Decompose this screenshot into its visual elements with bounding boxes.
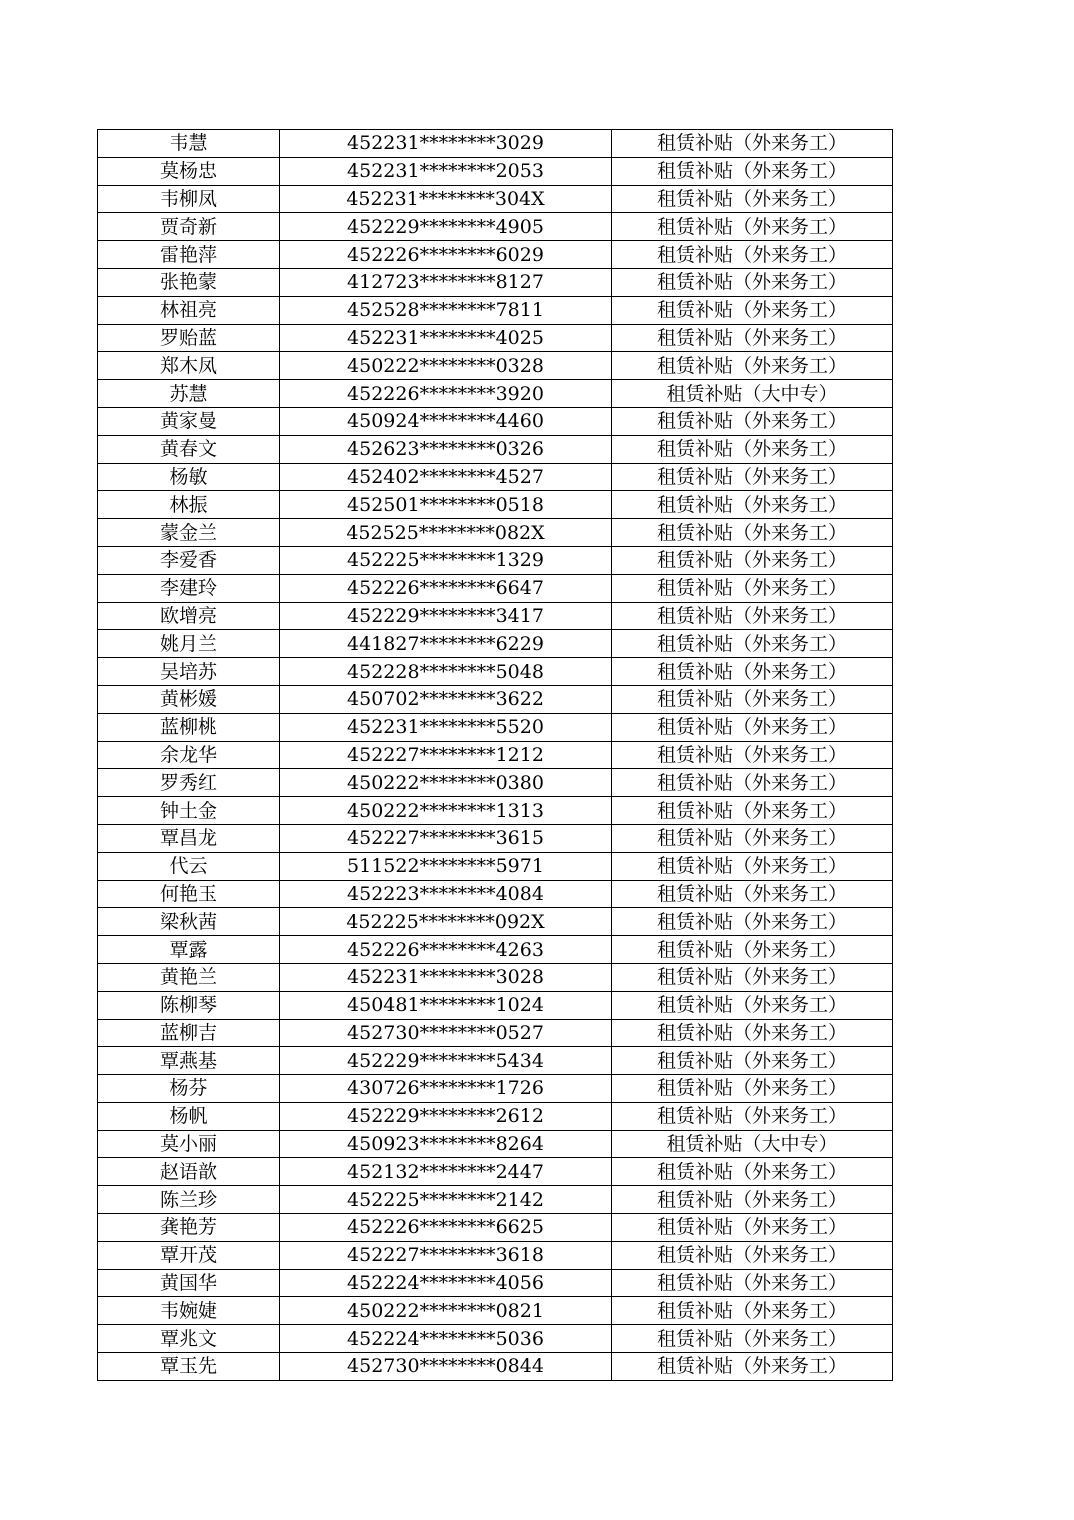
applicant-name-cell: 雷艳萍 xyxy=(98,241,280,269)
table-row xyxy=(98,797,893,825)
table-row xyxy=(98,1186,893,1214)
subsidy-type-cell: 租赁补贴（外来务工） xyxy=(612,213,893,241)
subsidy-type-cell: 租赁补贴（外来务工） xyxy=(612,630,893,658)
masked-id-number-cell: 452132********2447 xyxy=(280,1158,612,1186)
masked-id-number-cell: 452224********4056 xyxy=(280,1269,612,1297)
applicant-name-cell: 杨帆 xyxy=(98,1102,280,1130)
table-row xyxy=(98,546,893,574)
subsidy-type-cell: 租赁补贴（外来务工） xyxy=(612,574,893,602)
applicant-name-cell: 赵语歆 xyxy=(98,1158,280,1186)
applicant-name-cell: 钟土金 xyxy=(98,797,280,825)
applicant-name-cell: 覃昌龙 xyxy=(98,824,280,852)
subsidy-type-cell: 租赁补贴（外来务工） xyxy=(612,880,893,908)
applicant-name-cell: 林振 xyxy=(98,491,280,519)
applicant-name-cell: 韦慧 xyxy=(98,130,280,158)
subsidy-type-cell: 租赁补贴（外来务工） xyxy=(612,991,893,1019)
table-row xyxy=(98,1353,893,1381)
masked-id-number-cell: 452730********0527 xyxy=(280,1019,612,1047)
subsidy-type-cell: 租赁补贴（外来务工） xyxy=(612,658,893,686)
table-row xyxy=(98,741,893,769)
applicant-name-cell: 韦婉婕 xyxy=(98,1297,280,1325)
subsidy-type-cell: 租赁补贴（外来务工） xyxy=(612,1241,893,1269)
table-row xyxy=(98,1241,893,1269)
subsidy-type-cell: 租赁补贴（外来务工） xyxy=(612,685,893,713)
applicant-name-cell: 韦柳凤 xyxy=(98,185,280,213)
table-row xyxy=(98,407,893,435)
masked-id-number-cell: 452730********0844 xyxy=(280,1353,612,1381)
masked-id-number-cell: 452623********0326 xyxy=(280,435,612,463)
table-row xyxy=(98,991,893,1019)
applicant-name-cell: 杨芬 xyxy=(98,1075,280,1103)
applicant-name-cell: 陈兰珍 xyxy=(98,1186,280,1214)
table-row xyxy=(98,1102,893,1130)
applicant-name-cell: 覃露 xyxy=(98,936,280,964)
table-row xyxy=(98,1047,893,1075)
subsidy-type-cell: 租赁补贴（外来务工） xyxy=(612,324,893,352)
masked-id-number-cell: 511522********5971 xyxy=(280,852,612,880)
table-row xyxy=(98,713,893,741)
masked-id-number-cell: 452525********082X xyxy=(280,519,612,547)
masked-id-number-cell: 450481********1024 xyxy=(280,991,612,1019)
table-row xyxy=(98,130,893,158)
table-row xyxy=(98,963,893,991)
masked-id-number-cell: 450222********0821 xyxy=(280,1297,612,1325)
masked-id-number-cell: 452229********2612 xyxy=(280,1102,612,1130)
table-row xyxy=(98,769,893,797)
subsidy-roster-table xyxy=(97,129,893,1381)
subsidy-type-cell: 租赁补贴（外来务工） xyxy=(612,157,893,185)
masked-id-number-cell: 452228********5048 xyxy=(280,658,612,686)
masked-id-number-cell: 430726********1726 xyxy=(280,1075,612,1103)
masked-id-number-cell: 452501********0518 xyxy=(280,491,612,519)
subsidy-type-cell: 租赁补贴（外来务工） xyxy=(612,546,893,574)
subsidy-type-cell: 租赁补贴（外来务工） xyxy=(612,268,893,296)
subsidy-type-cell: 租赁补贴（大中专） xyxy=(612,380,893,408)
subsidy-type-cell: 租赁补贴（外来务工） xyxy=(612,769,893,797)
subsidy-type-cell: 租赁补贴（外来务工） xyxy=(612,602,893,630)
applicant-name-cell: 梁秋茜 xyxy=(98,908,280,936)
subsidy-type-cell: 租赁补贴（外来务工） xyxy=(612,908,893,936)
table-row xyxy=(98,519,893,547)
table-row xyxy=(98,1297,893,1325)
masked-id-number-cell: 452402********4527 xyxy=(280,463,612,491)
table-row xyxy=(98,1158,893,1186)
applicant-name-cell: 覃兆文 xyxy=(98,1325,280,1353)
applicant-name-cell: 欧增亮 xyxy=(98,602,280,630)
masked-id-number-cell: 452223********4084 xyxy=(280,880,612,908)
applicant-name-cell: 莫杨忠 xyxy=(98,157,280,185)
table-row xyxy=(98,296,893,324)
subsidy-type-cell: 租赁补贴（外来务工） xyxy=(612,491,893,519)
table-row xyxy=(98,574,893,602)
applicant-name-cell: 代云 xyxy=(98,852,280,880)
masked-id-number-cell: 452227********3615 xyxy=(280,824,612,852)
masked-id-number-cell: 452229********4905 xyxy=(280,213,612,241)
subsidy-type-cell: 租赁补贴（外来务工） xyxy=(612,852,893,880)
applicant-name-cell: 吴培苏 xyxy=(98,658,280,686)
masked-id-number-cell: 441827********6229 xyxy=(280,630,612,658)
masked-id-number-cell: 452229********3417 xyxy=(280,602,612,630)
subsidy-type-cell: 租赁补贴（外来务工） xyxy=(612,1214,893,1242)
applicant-name-cell: 罗秀红 xyxy=(98,769,280,797)
subsidy-type-cell: 租赁补贴（外来务工） xyxy=(612,407,893,435)
applicant-name-cell: 蓝柳吉 xyxy=(98,1019,280,1047)
masked-id-number-cell: 450924********4460 xyxy=(280,407,612,435)
subsidy-type-cell: 租赁补贴（外来务工） xyxy=(612,1019,893,1047)
masked-id-number-cell: 452528********7811 xyxy=(280,296,612,324)
masked-id-number-cell: 452226********4263 xyxy=(280,936,612,964)
roster-table-body xyxy=(98,130,893,1381)
masked-id-number-cell: 452227********3618 xyxy=(280,1241,612,1269)
applicant-name-cell: 苏慧 xyxy=(98,380,280,408)
masked-id-number-cell: 450222********0380 xyxy=(280,769,612,797)
masked-id-number-cell: 450222********0328 xyxy=(280,352,612,380)
table-row xyxy=(98,185,893,213)
subsidy-type-cell: 租赁补贴（外来务工） xyxy=(612,963,893,991)
subsidy-type-cell: 租赁补贴（外来务工） xyxy=(612,352,893,380)
subsidy-type-cell: 租赁补贴（外来务工） xyxy=(612,797,893,825)
table-row xyxy=(98,1325,893,1353)
masked-id-number-cell: 452224********5036 xyxy=(280,1325,612,1353)
table-row xyxy=(98,908,893,936)
masked-id-number-cell: 452226********3920 xyxy=(280,380,612,408)
subsidy-type-cell: 租赁补贴（外来务工） xyxy=(612,463,893,491)
masked-id-number-cell: 452229********5434 xyxy=(280,1047,612,1075)
subsidy-type-cell: 租赁补贴（外来务工） xyxy=(612,185,893,213)
table-row xyxy=(98,852,893,880)
masked-id-number-cell: 452231********2053 xyxy=(280,157,612,185)
applicant-name-cell: 蓝柳桃 xyxy=(98,713,280,741)
subsidy-type-cell: 租赁补贴（外来务工） xyxy=(612,1297,893,1325)
applicant-name-cell: 林祖亮 xyxy=(98,296,280,324)
table-row xyxy=(98,1075,893,1103)
masked-id-number-cell: 452225********1329 xyxy=(280,546,612,574)
subsidy-type-cell: 租赁补贴（外来务工） xyxy=(612,1158,893,1186)
applicant-name-cell: 覃燕基 xyxy=(98,1047,280,1075)
applicant-name-cell: 蒙金兰 xyxy=(98,519,280,547)
masked-id-number-cell: 452231********3028 xyxy=(280,963,612,991)
table-row xyxy=(98,213,893,241)
table-row xyxy=(98,435,893,463)
table-row xyxy=(98,1214,893,1242)
table-row xyxy=(98,241,893,269)
masked-id-number-cell: 452226********6029 xyxy=(280,241,612,269)
masked-id-number-cell: 412723********8127 xyxy=(280,268,612,296)
applicant-name-cell: 李爱香 xyxy=(98,546,280,574)
applicant-name-cell: 郑木凤 xyxy=(98,352,280,380)
table-row xyxy=(98,352,893,380)
table-row xyxy=(98,1019,893,1047)
table-row xyxy=(98,602,893,630)
masked-id-number-cell: 452225********2142 xyxy=(280,1186,612,1214)
table-row xyxy=(98,824,893,852)
applicant-name-cell: 姚月兰 xyxy=(98,630,280,658)
applicant-name-cell: 何艳玉 xyxy=(98,880,280,908)
applicant-name-cell: 黄国华 xyxy=(98,1269,280,1297)
subsidy-type-cell: 租赁补贴（外来务工） xyxy=(612,296,893,324)
applicant-name-cell: 陈柳琴 xyxy=(98,991,280,1019)
subsidy-type-cell: 租赁补贴（外来务工） xyxy=(612,1075,893,1103)
applicant-name-cell: 黄家曼 xyxy=(98,407,280,435)
masked-id-number-cell: 452231********304X xyxy=(280,185,612,213)
table-row xyxy=(98,685,893,713)
subsidy-type-cell: 租赁补贴（外来务工） xyxy=(612,824,893,852)
applicant-name-cell: 罗贻蓝 xyxy=(98,324,280,352)
subsidy-type-cell: 租赁补贴（外来务工） xyxy=(612,130,893,158)
applicant-name-cell: 李建玲 xyxy=(98,574,280,602)
subsidy-type-cell: 租赁补贴（外来务工） xyxy=(612,241,893,269)
masked-id-number-cell: 452225********092X xyxy=(280,908,612,936)
table-row xyxy=(98,1130,893,1158)
masked-id-number-cell: 452231********3029 xyxy=(280,130,612,158)
subsidy-type-cell: 租赁补贴（外来务工） xyxy=(612,1047,893,1075)
masked-id-number-cell: 452231********5520 xyxy=(280,713,612,741)
masked-id-number-cell: 452226********6647 xyxy=(280,574,612,602)
subsidy-type-cell: 租赁补贴（大中专） xyxy=(612,1130,893,1158)
applicant-name-cell: 杨敏 xyxy=(98,463,280,491)
subsidy-type-cell: 租赁补贴（外来务工） xyxy=(612,1269,893,1297)
table-row xyxy=(98,324,893,352)
subsidy-type-cell: 租赁补贴（外来务工） xyxy=(612,519,893,547)
applicant-name-cell: 张艳蒙 xyxy=(98,268,280,296)
masked-id-number-cell: 452227********1212 xyxy=(280,741,612,769)
table-row xyxy=(98,380,893,408)
table-row xyxy=(98,491,893,519)
table-row xyxy=(98,630,893,658)
applicant-name-cell: 莫小丽 xyxy=(98,1130,280,1158)
subsidy-type-cell: 租赁补贴（外来务工） xyxy=(612,1325,893,1353)
masked-id-number-cell: 452226********6625 xyxy=(280,1214,612,1242)
subsidy-type-cell: 租赁补贴（外来务工） xyxy=(612,435,893,463)
masked-id-number-cell: 450702********3622 xyxy=(280,685,612,713)
masked-id-number-cell: 452231********4025 xyxy=(280,324,612,352)
table-row xyxy=(98,463,893,491)
applicant-name-cell: 黄艳兰 xyxy=(98,963,280,991)
table-row xyxy=(98,157,893,185)
subsidy-type-cell: 租赁补贴（外来务工） xyxy=(612,713,893,741)
applicant-name-cell: 覃开茂 xyxy=(98,1241,280,1269)
applicant-name-cell: 余龙华 xyxy=(98,741,280,769)
applicant-name-cell: 龚艳芳 xyxy=(98,1214,280,1242)
table-row xyxy=(98,880,893,908)
subsidy-type-cell: 租赁补贴（外来务工） xyxy=(612,1353,893,1381)
applicant-name-cell: 贾奇新 xyxy=(98,213,280,241)
applicant-name-cell: 黄春文 xyxy=(98,435,280,463)
masked-id-number-cell: 450923********8264 xyxy=(280,1130,612,1158)
table-row xyxy=(98,936,893,964)
subsidy-type-cell: 租赁补贴（外来务工） xyxy=(612,936,893,964)
applicant-name-cell: 黄彬媛 xyxy=(98,685,280,713)
subsidy-type-cell: 租赁补贴（外来务工） xyxy=(612,741,893,769)
table-row xyxy=(98,658,893,686)
masked-id-number-cell: 450222********1313 xyxy=(280,797,612,825)
subsidy-type-cell: 租赁补贴（外来务工） xyxy=(612,1102,893,1130)
applicant-name-cell: 覃玉先 xyxy=(98,1353,280,1381)
table-row xyxy=(98,1269,893,1297)
table-row xyxy=(98,268,893,296)
subsidy-type-cell: 租赁补贴（外来务工） xyxy=(612,1186,893,1214)
